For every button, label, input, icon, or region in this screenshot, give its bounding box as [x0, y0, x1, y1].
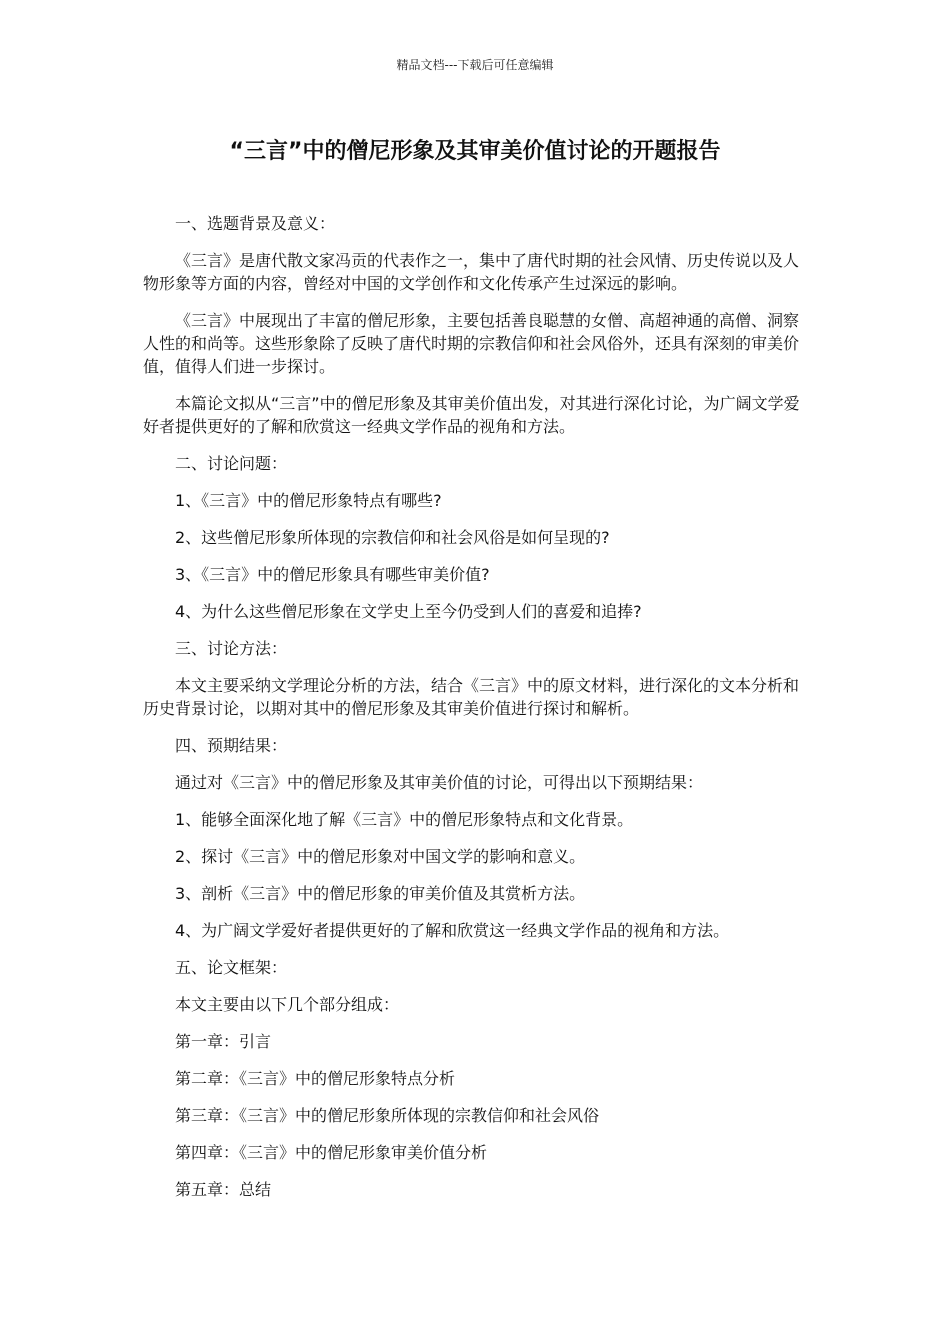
section4-item-3: 3、剖析《三言》中的僧尼形象的审美价值及其赏析方法。 [175, 884, 586, 903]
section3-heading: 三、讨论方法： [175, 639, 288, 658]
header-note: 精品文档---下载后可任意编辑 [396, 58, 554, 72]
document-body [143, 212, 808, 1215]
section2-item-4: 4、为什么这些僧尼形象在文学史上至今仍受到人们的喜爱和追捧? [175, 602, 642, 621]
section3-paragraph: 本文主要采纳文学理论分析的方法，结合《三言》中的原文材料，进行深化的文本分析和历史背景讨论，以期对其中的僧尼形象及其审美价值进行探讨和解析。 [143, 676, 800, 718]
chapter-5: 第五章：总结 [175, 1180, 272, 1199]
section1-paragraph-2: 《三言》中展现出了丰富的僧尼形象，主要包括善良聪慧的女僧、高超神通的高僧、洞察人性的和尚等。这些形象除了反映了唐代时期的宗教信仰和社会风俗外，还具有深刻的审美价值，值得人们进一步探讨。 [143, 311, 800, 376]
section1-heading: 一、选题背景及意义： [175, 214, 336, 233]
section4-heading: 四、预期结果： [175, 736, 288, 755]
section4-item-2: 2、探讨《三言》中的僧尼形象对中国文学的影响和意义。 [175, 847, 586, 866]
section4-intro: 通过对《三言》中的僧尼形象及其审美价值的讨论，可得出以下预期结果： [175, 773, 704, 792]
section5-heading: 五、论文框架： [175, 958, 288, 977]
document-title: “三言”中的僧尼形象及其审美价值讨论的开题报告 [229, 139, 721, 164]
section5-intro: 本文主要由以下几个部分组成： [175, 995, 400, 1014]
section1-paragraph-3: 本篇论文拟从“三言”中的僧尼形象及其审美价值出发，对其进行深化讨论，为广阔文学爱好者提供更好的了解和欣赏这一经典文学作品的视角和方法。 [143, 394, 800, 436]
section2-heading: 二、讨论问题： [175, 454, 288, 473]
section2-item-2: 2、这些僧尼形象所体现的宗教信仰和社会风俗是如何呈现的? [175, 528, 610, 547]
section4-item-1: 1、能够全面深化地了解《三言》中的僧尼形象特点和文化背景。 [175, 810, 634, 829]
chapter-2: 第二章：《三言》中的僧尼形象特点分析 [175, 1069, 456, 1088]
chapter-1: 第一章：引言 [175, 1032, 272, 1051]
chapter-4: 第四章：《三言》中的僧尼形象审美价值分析 [175, 1143, 488, 1162]
section2-item-1: 1、《三言》中的僧尼形象特点有哪些? [175, 491, 442, 510]
section1-paragraph-1: 《三言》是唐代散文家冯贡的代表作之一，集中了唐代时期的社会风情、历史传说以及人物形象等方面的内容，曾经对中国的文学创作和文化传承产生过深远的影响。 [143, 251, 800, 293]
section2-item-3: 3、《三言》中的僧尼形象具有哪些审美价值? [175, 565, 490, 584]
section4-item-4: 4、为广阔文学爱好者提供更好的了解和欣赏这一经典文学作品的视角和方法。 [175, 921, 730, 940]
chapter-3: 第三章：《三言》中的僧尼形象所体现的宗教信仰和社会风俗 [175, 1106, 600, 1125]
